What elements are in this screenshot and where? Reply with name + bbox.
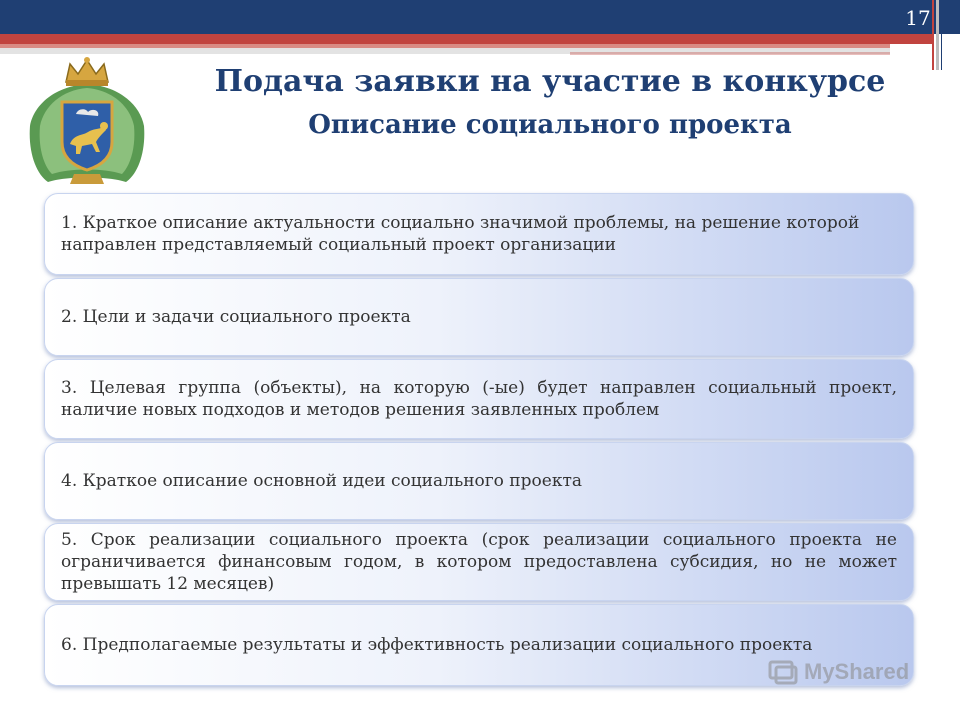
top-decor-tail bbox=[570, 52, 890, 55]
watermark-text: MyShared bbox=[804, 659, 910, 684]
watermark bbox=[768, 655, 928, 689]
list-item bbox=[44, 359, 914, 439]
list-item bbox=[44, 193, 914, 275]
list-item bbox=[44, 523, 914, 601]
slide-title: Подача заявки на участие в конкурсе bbox=[214, 64, 886, 99]
list-item bbox=[44, 278, 914, 356]
list-item-text: 1. Краткое описание актуальности социально значимой проблемы, на решение которой направлен представляемый социальный проект организации bbox=[61, 213, 860, 255]
list-item-text: 2. Цели и задачи социального проекта bbox=[61, 307, 411, 327]
list-item bbox=[44, 442, 914, 520]
coat-of-arms-icon bbox=[26, 56, 148, 188]
top-decor-bar bbox=[0, 0, 960, 34]
list-item-text: 6. Предполагаемые результаты и эффективность реализации социального проекта bbox=[61, 635, 813, 655]
list-item-text: 3. Целевая группа (объекты), на которую (-ые) будет направлен социальный проект, наличие новых подходов и методов решения заявленных проблем bbox=[61, 378, 897, 420]
top-decor-red-stripe bbox=[0, 34, 932, 44]
myshared-logo-icon bbox=[768, 658, 798, 686]
list-item-text: 4. Краткое описание основной идеи социального проекта bbox=[61, 471, 582, 491]
right-decor-line-blue bbox=[941, 0, 942, 70]
list-item-text: 5. Срок реализации социального проекта (срок реализации социального проекта не ограничивается финансовым годом, в котором предоставлена субсидия, но не может превышать 12 месяцев) bbox=[61, 530, 897, 594]
page-number: 17 bbox=[905, 6, 931, 30]
slide-subtitle: Описание социального проекта bbox=[308, 110, 792, 140]
